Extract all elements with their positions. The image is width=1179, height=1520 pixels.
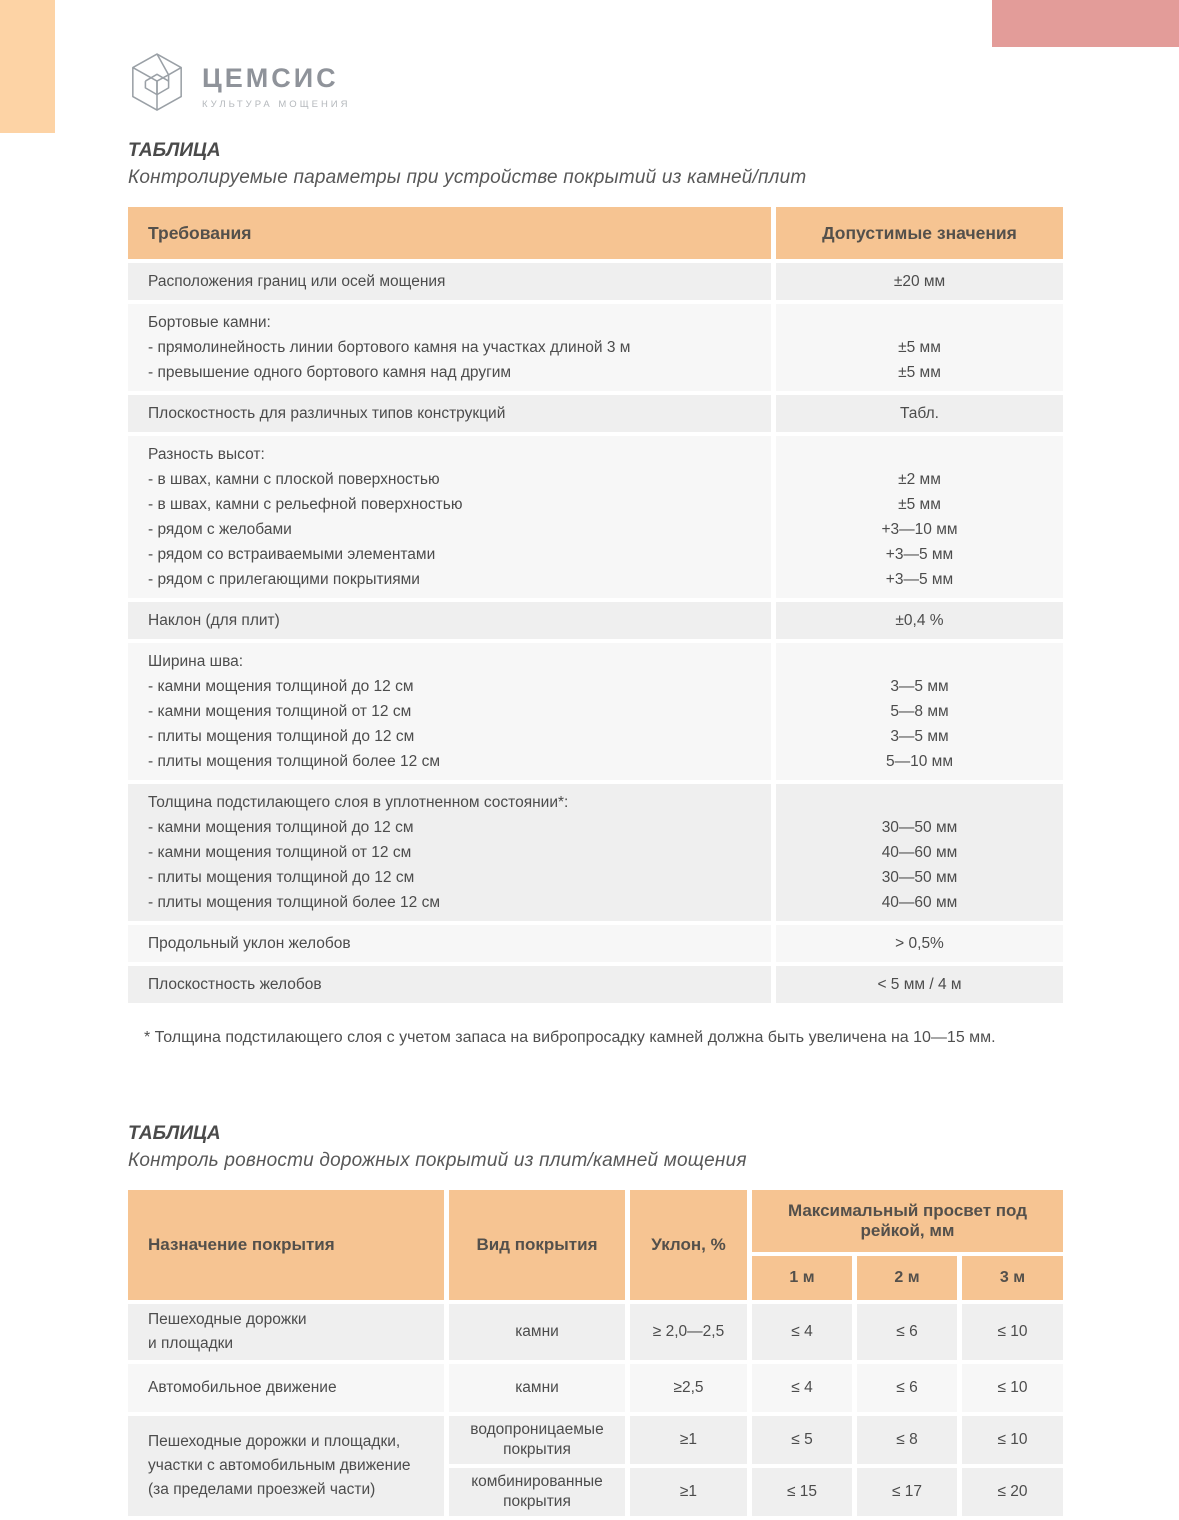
row-label: Плоскостность для различных типов конструкций <box>148 405 506 422</box>
row-value: < 5 мм / 4 м <box>877 976 962 993</box>
table-row <box>128 643 1063 780</box>
table-row <box>128 395 1063 432</box>
row-label: - плиты мощения толщиной более 12 см <box>148 894 441 911</box>
table1-header-requirements: Требования <box>128 207 771 259</box>
table-row <box>128 784 1063 921</box>
row-label: - плиты мощения толщиной более 12 см <box>148 753 441 770</box>
table2 <box>128 1190 1063 1516</box>
row-value: 3—5 мм <box>890 678 949 695</box>
row-value: > 0,5% <box>895 935 944 952</box>
table2-header-type: Вид покрытия <box>449 1190 625 1300</box>
table2-header-2m: 2 м <box>857 1256 957 1300</box>
slope-cell: ≥2,5 <box>630 1364 747 1412</box>
row-value <box>776 442 1063 467</box>
clearance-3m-cell: ≤ 20 <box>962 1468 1063 1516</box>
table2-label: ТАБЛИЦА <box>128 1123 221 1144</box>
sub-row <box>449 1468 1063 1516</box>
logo-text <box>202 63 351 110</box>
clearance-2m-cell: ≤ 6 <box>857 1364 957 1412</box>
table2-header-purpose: Назначение покрытия <box>128 1190 444 1300</box>
row-value: 30—50 мм <box>881 819 958 836</box>
row-value: +3—5 мм <box>885 546 954 563</box>
clearance-2m-cell: ≤ 17 <box>857 1468 957 1516</box>
table-row <box>128 925 1063 962</box>
row-value: 30—50 мм <box>881 869 958 886</box>
row-label: Расположения границ или осей мощения <box>148 273 446 290</box>
row-label: - рядом со встраиваемыми элементами <box>148 546 436 563</box>
type-cell: камни <box>449 1304 625 1360</box>
row-value: ±20 мм <box>893 273 946 290</box>
row-label: Ширина шва: <box>148 653 244 670</box>
table1-header-row <box>128 207 1063 259</box>
clearance-3m-cell: ≤ 10 <box>962 1364 1063 1412</box>
table-row <box>128 602 1063 639</box>
row-label: - в швах, камни с рельефной поверхностью <box>148 496 463 513</box>
table1-label: ТАБЛИЦА <box>128 140 221 161</box>
table-row <box>128 1416 1063 1516</box>
row-value: ±5 мм <box>898 364 941 381</box>
section-table1 <box>128 140 1063 1047</box>
content <box>128 140 1063 1520</box>
type-cell: комбинированные покрытия <box>449 1468 625 1516</box>
row-value: 40—60 мм <box>881 844 958 861</box>
logo-name: ЦЕМСИС <box>202 63 339 93</box>
row-label: - превышение одного бортового камня над другим <box>148 364 512 381</box>
table2-header-group <box>752 1190 1063 1300</box>
row-value: 3—5 мм <box>890 728 949 745</box>
row-label: - в швах, камни с плоской поверхностью <box>148 471 440 488</box>
clearance-2m-cell: ≤ 8 <box>857 1416 957 1464</box>
purpose-cell: Автомобильное движение <box>128 1364 444 1412</box>
table1-footnote: * Толщина подстилающего слоя с учетом запаса на вибропросадку камней должна быть увеличена на 10—15 мм. <box>144 1029 996 1046</box>
row-value <box>776 310 1063 335</box>
table1 <box>128 207 1063 1003</box>
table2-header-subrow <box>752 1256 1063 1300</box>
row-value: Табл. <box>900 405 939 422</box>
table-row <box>128 304 1063 391</box>
section-table2 <box>128 1123 1063 1516</box>
row-label: - прямолинейность линии бортового камня на участках длиной 3 м <box>148 339 631 356</box>
row-label: Плоскостность желобов <box>148 976 322 993</box>
row-label: Разность высот: <box>148 446 265 463</box>
table-row <box>128 263 1063 300</box>
clearance-3m-cell: ≤ 10 <box>962 1416 1063 1464</box>
row-value: ±0,4 % <box>895 612 944 629</box>
clearance-1m-cell: ≤ 15 <box>752 1468 852 1516</box>
slope-cell: ≥ 2,0—2,5 <box>630 1304 747 1360</box>
decor-top-right-block <box>992 0 1179 47</box>
row-label: Наклон (для плит) <box>148 612 280 629</box>
row-label: Продольный уклон желобов <box>148 935 351 952</box>
table2-header-slope: Уклон, % <box>630 1190 747 1300</box>
clearance-1m-cell: ≤ 4 <box>752 1364 852 1412</box>
purpose-cell: Пешеходные дорожки и площадки <box>128 1304 444 1360</box>
row-label: - плиты мощения толщиной до 12 см <box>148 869 415 886</box>
row-label: - камни мощения толщиной от 12 см <box>148 844 412 861</box>
row-label: - рядом с желобами <box>148 521 292 538</box>
table-row <box>128 1364 1063 1412</box>
slope-cell: ≥1 <box>630 1416 747 1464</box>
row-value <box>776 790 1063 815</box>
row-value: 5—8 мм <box>890 703 949 720</box>
slope-cell: ≥1 <box>630 1468 747 1516</box>
row-label: - камни мощения толщиной до 12 см <box>148 678 414 695</box>
table-row <box>128 436 1063 598</box>
table2-subtitle: Контроль ровности дорожных покрытий из плит/камней мощения <box>128 1150 747 1171</box>
table1-subtitle: Контролируемые параметры при устройстве покрытий из камней/плит <box>128 167 807 188</box>
merged-subrows <box>449 1416 1063 1516</box>
sub-row <box>449 1416 1063 1464</box>
clearance-1m-cell: ≤ 4 <box>752 1304 852 1360</box>
clearance-2m-cell: ≤ 6 <box>857 1304 957 1360</box>
logo <box>128 50 351 123</box>
row-value: +3—10 мм <box>881 521 958 538</box>
decor-corner-block <box>0 0 55 133</box>
row-value: ±2 мм <box>898 471 941 488</box>
type-cell: камни <box>449 1364 625 1412</box>
table2-header-1m: 1 м <box>752 1256 852 1300</box>
row-label: Толщина подстилающего слоя в уплотненном состоянии*: <box>148 794 569 811</box>
row-label: - плиты мощения толщиной до 12 см <box>148 728 415 745</box>
table-row <box>128 966 1063 1003</box>
row-label: - рядом с прилегающими покрытиями <box>148 571 420 588</box>
cube-logo-icon <box>128 50 186 123</box>
type-cell: водопроницаемые покрытия <box>449 1416 625 1464</box>
row-label: - камни мощения толщиной от 12 см <box>148 703 412 720</box>
purpose-cell: Пешеходные дорожки и площадки, участки с автомобильным движение (за пределами проезжей части) <box>128 1416 444 1516</box>
table2-header-clearance: Максимальный просвет под рейкой, мм <box>752 1190 1063 1252</box>
row-value: +3—5 мм <box>885 571 954 588</box>
table2-header-3m: 3 м <box>962 1256 1063 1300</box>
table2-header-row <box>128 1190 1063 1300</box>
row-label: Бортовые камни: <box>148 314 271 331</box>
table1-header-values: Допустимые значения <box>776 207 1063 259</box>
logo-tagline: КУЛЬТУРА МОЩЕНИЯ <box>202 99 351 110</box>
row-label: - камни мощения толщиной до 12 см <box>148 819 414 836</box>
clearance-3m-cell: ≤ 10 <box>962 1304 1063 1360</box>
row-value: 5—10 мм <box>886 753 953 770</box>
row-value: 40—60 мм <box>881 894 958 911</box>
table-row <box>128 1304 1063 1360</box>
clearance-1m-cell: ≤ 5 <box>752 1416 852 1464</box>
row-value: ±5 мм <box>898 496 941 513</box>
row-value <box>776 649 1063 674</box>
row-value: ±5 мм <box>898 339 941 356</box>
